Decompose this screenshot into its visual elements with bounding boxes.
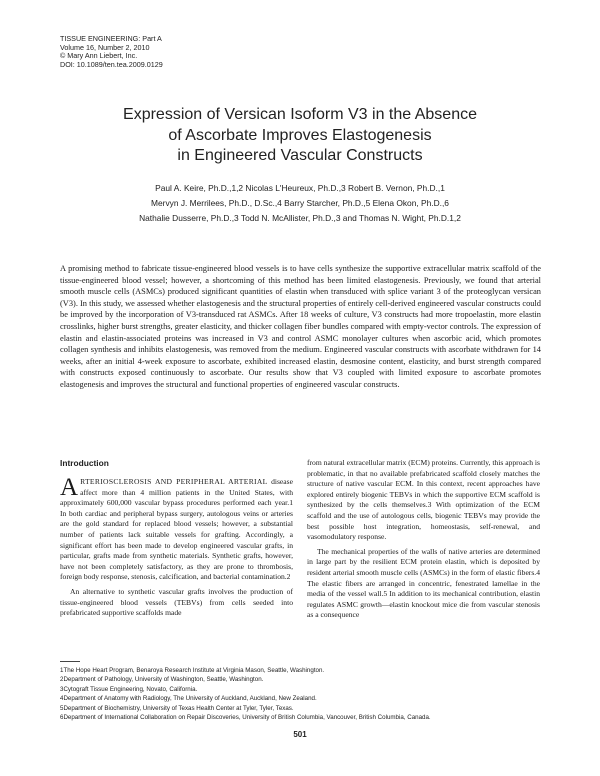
footnote: 3Cytograft Tissue Engineering, Novato, California.	[60, 685, 198, 693]
footnote: 5Department of Biochemistry, University of Texas Health Center at Tyler, Tyler, Texas.	[60, 704, 294, 712]
journal-name: TISSUE ENGINEERING: Part A	[60, 34, 162, 43]
author-line: Paul A. Keire, Ph.D.,1,2 Nicolas L'Heureux, Ph.D.,3 Robert B. Vernon, Ph.D.,1	[155, 183, 445, 193]
intro-paragraph-4: The mechanical properties of the walls of native arteries are determined in large part by the resilient ECM protein elastin, which is deposited by resident arterial smooth muscle cells (ASMCs) in the form of elastic fibers.4 The elastic fibers are arranged in concentric, fenestrated lamellae in the media of the vessel wall.5 In addition to its mechanical contribution, elastin regulates ASMC growth—elastin knockout mice die from vascular stenosis as a consequence	[307, 546, 540, 620]
left-column	[60, 458, 293, 619]
intro-paragraph-2: An alternative to synthetic vascular grafts involves the production of tissue-engineered blood vessels (TEBVs) from cells seeded into prefabricated supportive scaffolds made	[60, 586, 293, 618]
journal-doi: DOI: 10.1089/ten.tea.2009.0129	[60, 59, 163, 69]
title-line: Expression of Versican Isoform V3 in the Absence	[123, 106, 477, 123]
intro-paragraph-1	[60, 474, 293, 583]
page-number: 501	[293, 730, 307, 739]
intro-paragraph-3: from natural extracellular matrix (ECM) proteins. Currently, this approach is problematic, in that no available prefabricated scaffold closely matches the structure of native vascular ECM. In this context, recent approaches have explored entirely biogenic TEBVs in which the supportive ECM scaffold is synthesized by the cells themselves.3 With optimization of the ECM scaffold and the use of autologous cells, biogenic TEBVs may provide the best possible host integration, homeostasis, self-renewal, and vasomodulatory response.	[307, 458, 540, 542]
footnote: 1The Hope Heart Program, Benaroya Research Institute at Virginia Mason, Seattle, Washington.	[60, 667, 325, 674]
drop-cap: A	[60, 474, 79, 501]
journal-volume: Volume 16, Number 2, 2010	[60, 42, 150, 52]
journal-copyright: © Mary Ann Liebert, Inc.	[60, 51, 138, 61]
author-list	[60, 181, 540, 225]
right-column	[307, 458, 540, 621]
abstract: A promising method to fabricate tissue-engineered blood vessels is to have cells synthesize the supportive extracellular matrix scaffold of the tissue-engineered blood vessel; however, a shortcoming of this method has been limited elastogenesis. Previously, we found that arterial smooth muscle cells (ASMCs) produced significant quantities of elastin when transduced with splice variant 3 of the proteoglycan versican (V3). In this study, we assessed whether elastogenesis and the structural properties of entirely cell-derived engineered vascular constructs could be improved by the incorporation of V3-transduced rat ASMCs. After 18 weeks of culture, V3 constructs had more tropoelastin, more elastin crosslinks, higher burst strengths, greater elasticity, and thicker collagen fiber bundles compared with empty-vector controls. The expression of elastin and elastin-associated proteins was increased in V3 and control ASMC monolayer cultures when ascorbic acid, which promotes collagen synthesis and inhibits elastogenesis, was removed from the medium. Engineered vascular constructs with ascorbate withdrawn for 14 weeks, after an initial 4-week exposure to ascorbate, exhibited increased elastin, desmosine content, elasticity, and burst strength compared with constructs exposed continuously to ascorbate. Our results show that V3 coupled with limited exposure to ascorbate promotes elastogenesis and improves the structural and functional properties of engineered vascular constructs.	[60, 264, 541, 389]
affiliation-footnotes	[60, 666, 541, 722]
journal-header	[60, 35, 163, 69]
footnote-divider	[60, 661, 80, 662]
section-heading: Introduction	[60, 458, 109, 468]
footnote: 6Department of International Collaboration on Repair Discoveries, University of British Columbia, Vancouver, British Columbia, Canada.	[60, 714, 431, 722]
article-title	[60, 105, 540, 167]
title-line: in Engineered Vascular Constructs	[177, 147, 423, 164]
intro-paragraph-1-text: disease affect more than 4 million patients in the United States, with approximately 600,000 vascular bypass procedures performed each year.1 In both cardiac and peripheral bypass surgery, autologous veins or arteries are the gold standard for replaced blood vessels; however, a substantial number of patients lack suitable vessels for grafting. Accordingly, a significant effort has been made to develop engineered vascular grafts, in particular, grafts made from synthetic materials. Synthetic grafts, however, have not been completely satisfactory, as they are prone to thrombosis, foreign body response, stenosis, calcification, and bacterial contamination.2	[60, 477, 293, 582]
footnote: 4Department of Anatomy with Radiology, The University of Auckland, Auckland, New Zealand.	[60, 695, 317, 703]
author-line: Nathalie Dusserre, Ph.D.,3 Todd N. McAllister, Ph.D.,3 and Thomas N. Wight, Ph.D.1,2	[139, 212, 461, 223]
author-line: Mervyn J. Merrilees, Ph.D., D.Sc.,4 Barry Starcher, Ph.D.,5 Elena Okon, Ph.D.,6	[151, 197, 449, 208]
small-caps-lead: RTERIOSCLEROSIS AND PERIPHERAL ARTERIAL	[80, 477, 268, 486]
title-line: of Ascorbate Improves Elastogenesis	[168, 126, 432, 144]
footnote: 2Department of Pathology, University of Washington, Seattle, Washington.	[60, 676, 264, 684]
